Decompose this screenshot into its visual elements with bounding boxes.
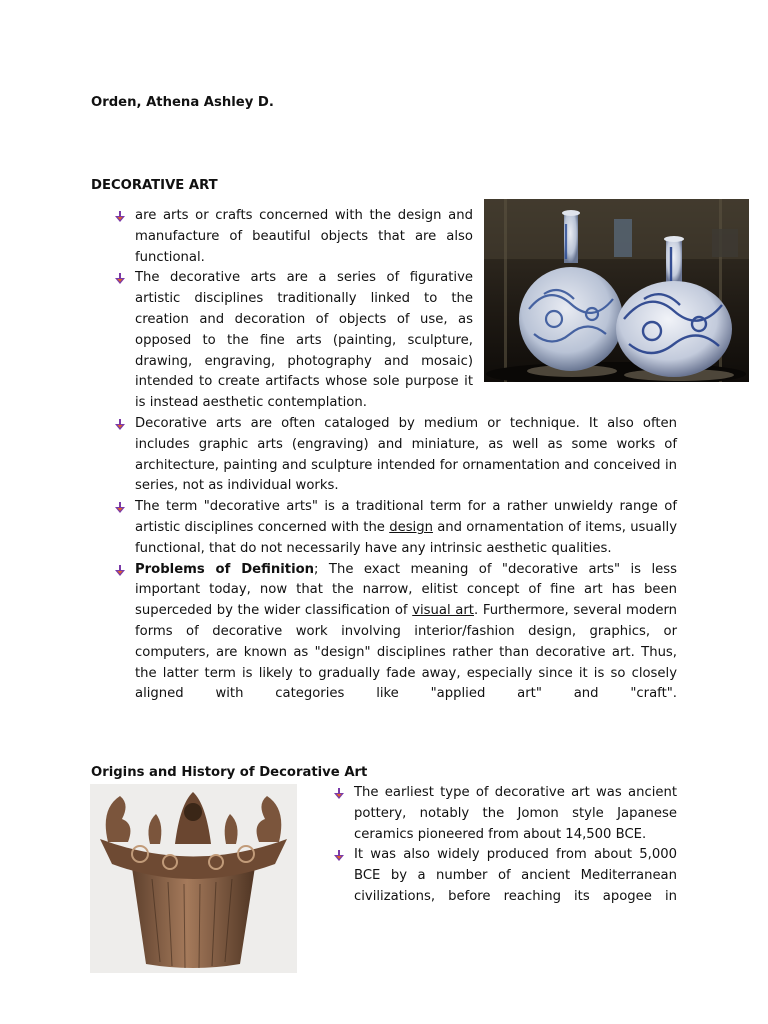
arrow-bullet-icon [114,273,126,285]
list-item [112,560,677,706]
section-heading-origins-history: Origins and History of Decorative Art [91,765,368,780]
bullet-text: The earliest type of decorative art was ancient pottery, notably the Jomon style Japanese ceramics pioneered from about 14,500 BCE. [354,785,677,842]
list-item [331,845,677,907]
bullet-text-before-link: ; The exact meaning of "decorative arts" is less important today, now that the narrow, elitist concept of fine art has been superceded by the wider classification of [135,561,677,619]
bullet-text: Decorative arts are often cataloged by medium or technique. It also often includes graphic arts (engraving) and miniature, as well as some works of architecture, painting and sculpture intended for ornamentation and conceived in series, not as individual works. [135,415,677,494]
decorative-art-list [112,206,677,705]
arrow-bullet-icon [333,788,345,800]
problems-of-definition-label: Problems of Definition [135,561,315,577]
author-name: Orden, Athena Ashley D. [91,95,274,110]
list-item [112,206,473,268]
bullet-text-after-link: . Furthermore, several modern forms of decorative work involving interior/fashion design, graphics, or computers, are known as "design" disciplines rather than decorative art. Thus, the latter term is likely to gradually fade away, especially since it is so closely aligned with categories like "applied art" and "craft". [135,603,677,702]
jomon-pottery-photo [90,784,297,973]
bullet-text: It was also widely produced from about 5,000 BCE by a number of ancient Mediterranean civilizations, before reaching its apogee in [354,847,677,904]
design-link[interactable]: design [389,519,433,535]
arrow-bullet-icon [114,211,126,223]
list-item [112,268,473,414]
list-item [112,414,677,497]
arrow-bullet-icon [114,565,126,577]
bullet-text: The decorative arts are a series of figurative artistic disciplines traditionally linked to the creation and decoration of objects of use, as opposed to the fine arts (painting, sculpture, drawing, engraving, photography and mosaic) intended to create artifacts whose sole purpose it is instead aesthetic contemplation. [135,270,473,411]
bullet-text-after-link: and ornamentation of items, usually functional, that do not necessarily have any intrinsic aesthetic qualities. [135,519,678,556]
arrow-bullet-icon [333,850,345,862]
visual-art-link[interactable]: visual art [412,603,474,619]
bullet-text-before-link: The term "decorative arts" is a traditional term for a rather unwieldy range of artistic disciplines concerned with the [135,499,677,535]
arrow-bullet-icon [114,419,126,431]
list-item [112,497,677,559]
arrow-bullet-icon [114,502,126,514]
section-heading-decorative-art: DECORATIVE ART [91,178,218,193]
origins-history-list [331,783,677,908]
bullet-text: are arts or crafts concerned with the design and manufacture of beautiful objects that are also functional. [135,208,473,265]
list-item [331,783,677,845]
